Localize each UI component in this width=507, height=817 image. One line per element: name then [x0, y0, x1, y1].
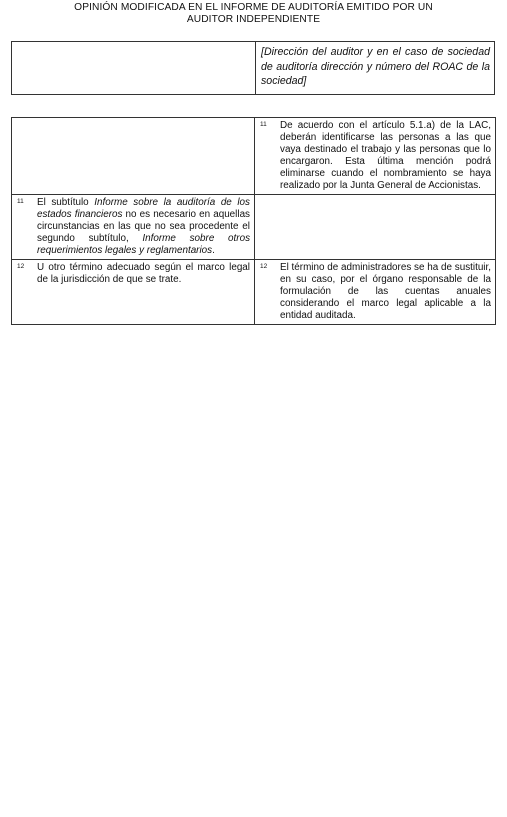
footnote-cell-empty	[255, 195, 496, 260]
footnotes-table	[11, 117, 496, 325]
footnote-row	[12, 118, 496, 195]
footnote-row	[12, 260, 496, 325]
footnote-cell	[255, 260, 496, 325]
footnote-cell	[12, 260, 255, 325]
footnote-text-part: El subtítulo	[37, 197, 95, 208]
footnote-text: De acuerdo con el artículo 5.1.a) de la LAC, deberán identificarse las personas a las que vaya destinado el trabajo y las personas que lo encargaron. Esta última mención podrá eliminarse cuando el nombramiento se haya realizado por la Junta General de Accionistas.	[280, 120, 491, 191]
footnote-text: El término de administradores se ha de sustituir, en su caso, por el órgano responsable de la formulación de las cuentas anuales considerando el marco legal aplicable a la entidad auditada.	[280, 262, 491, 321]
footnote-italic-title: Informe sobre la auditoría de los estados financieros	[37, 197, 250, 220]
footnote-text-part: .	[212, 245, 215, 256]
footnote-italic-title: Informe sobre otros requerimientos legales y reglamentarios	[37, 233, 251, 256]
footnote-text	[37, 197, 250, 257]
header-line-2: AUDITOR INDEPENDIENTE	[186, 14, 321, 25]
footnote-cell-empty	[12, 118, 255, 195]
footnote-cell	[255, 118, 496, 195]
header-line-1: OPINIÓN MODIFICADA EN EL INFORME DE AUDITORÍA EMITIDO POR UN	[74, 2, 433, 13]
footnote-number: 12	[260, 263, 268, 270]
auditor-address-text: [Dirección del auditor y en el caso de sociedad de auditoría dirección y número del ROAC de la sociedad]	[261, 46, 490, 88]
page-header	[0, 2, 507, 26]
footnote-number: 11	[260, 121, 267, 128]
footnote-cell	[12, 195, 255, 260]
footnote-number: 11	[17, 198, 24, 205]
address-box-empty-cell	[12, 42, 256, 94]
footnote-row	[12, 195, 496, 260]
auditor-address-box	[11, 41, 495, 95]
footnote-text: U otro término adecuado según el marco legal de la jurisdicción de que se trate.	[37, 262, 250, 285]
footnote-number: 12	[17, 263, 25, 270]
footnote-text-part: no es necesario en aquellas circunstancias en las que no sea procedente el segundo subtítulo,	[37, 209, 250, 244]
